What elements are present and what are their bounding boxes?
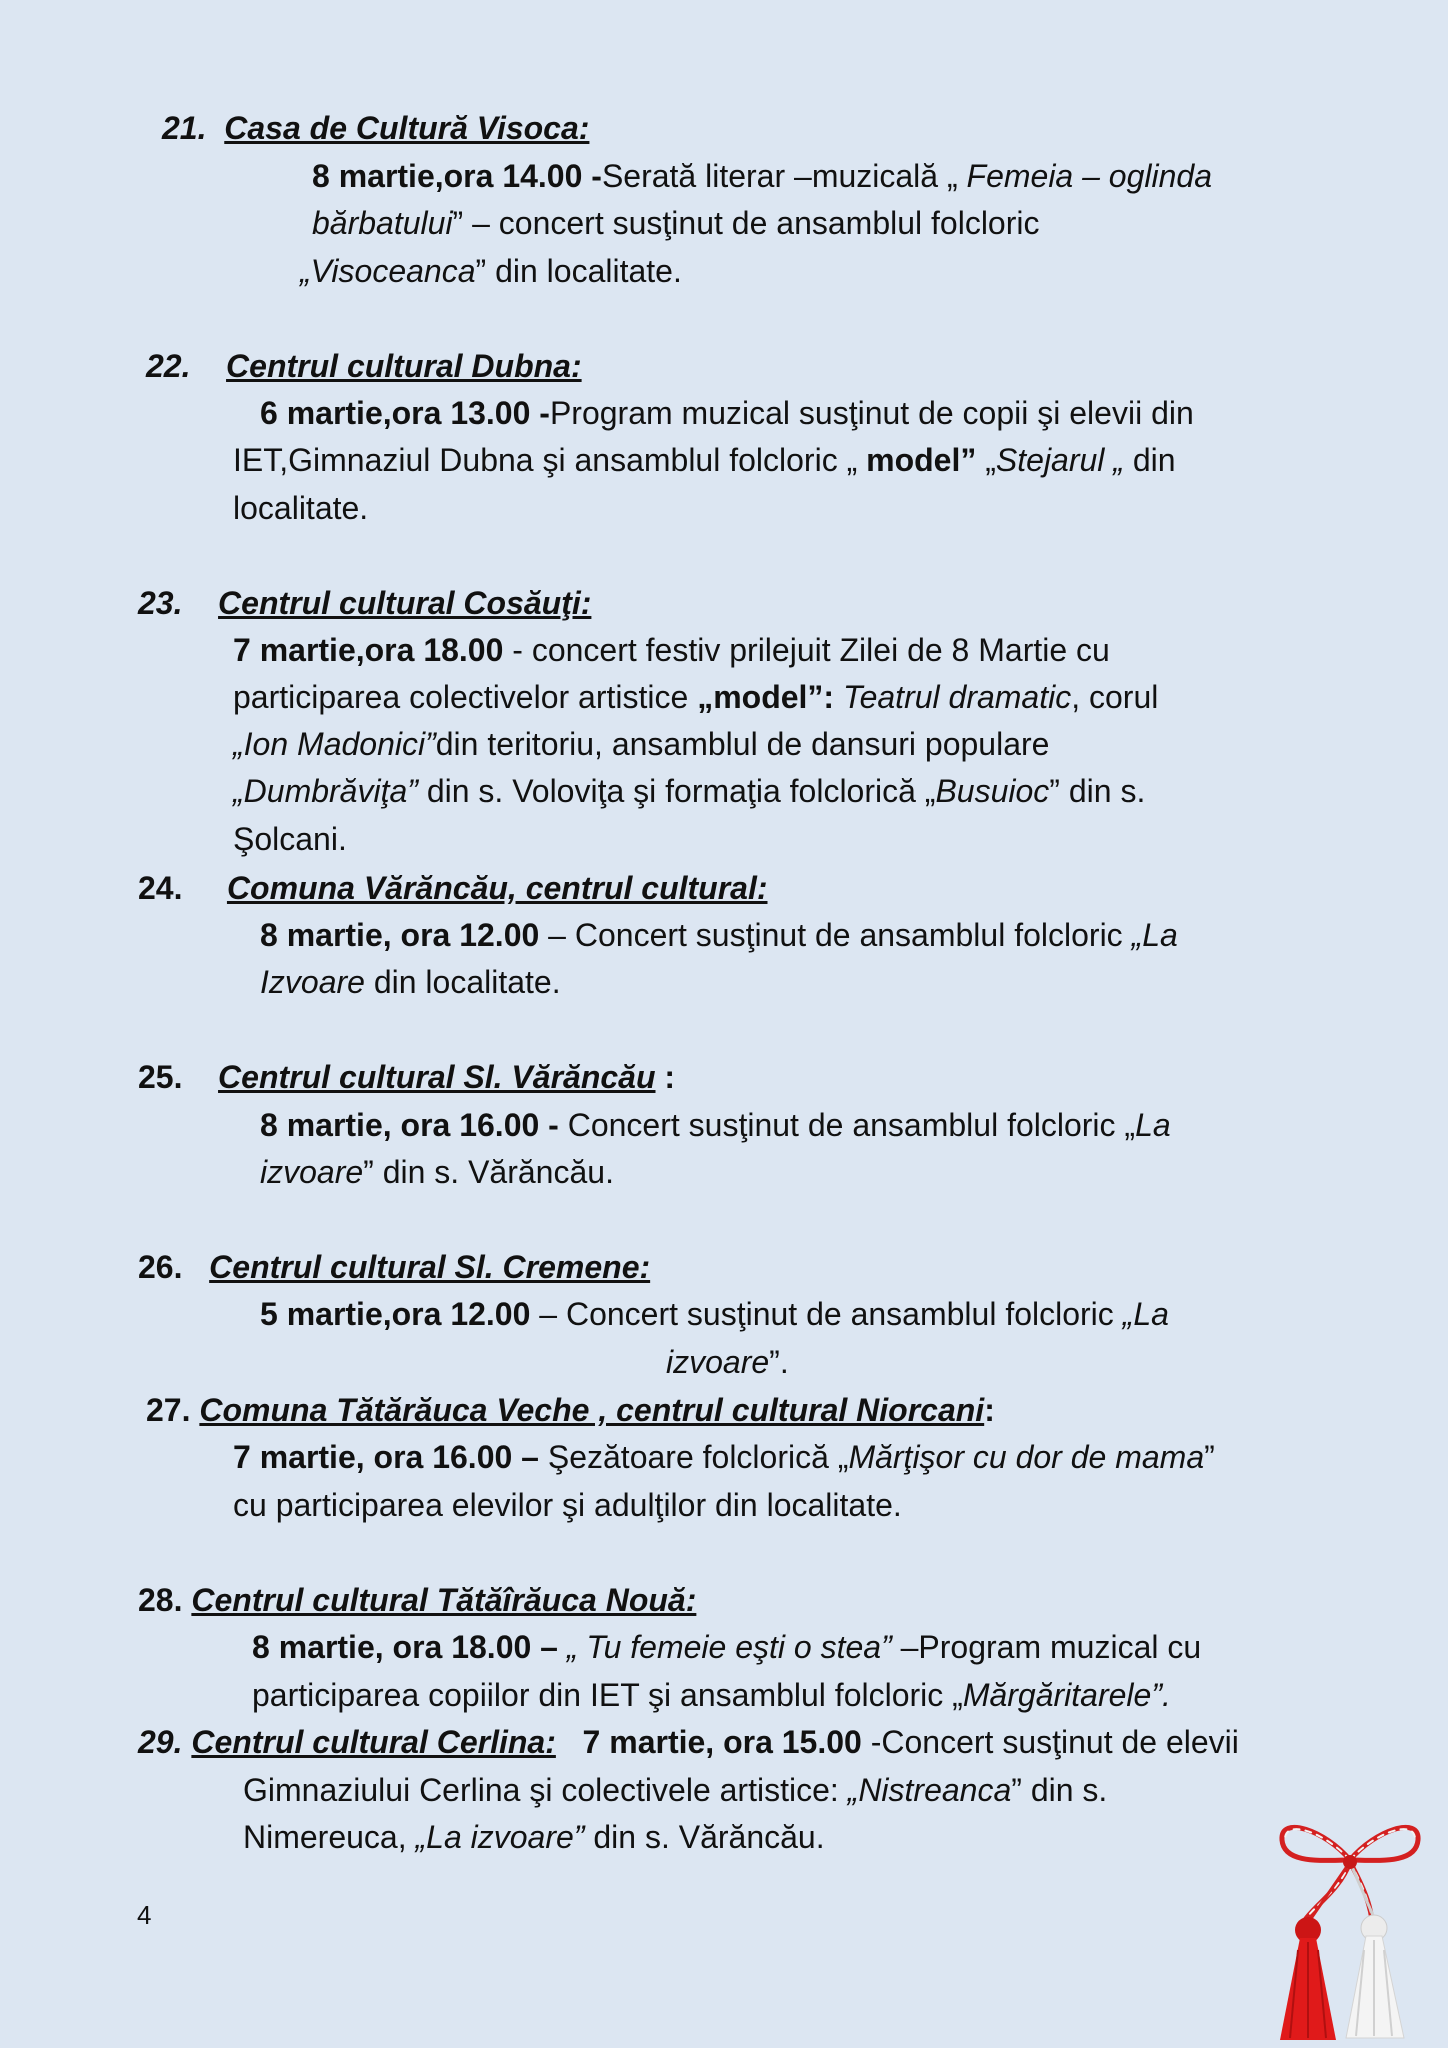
venue-title: Centrul cultural Dubna: bbox=[226, 348, 582, 384]
item-23-line-5: Şolcani. bbox=[233, 821, 347, 857]
item-29-line-2: Nimereuca, „La izvoare” din s. Vărăncău. bbox=[243, 1819, 825, 1855]
item-22-line-2: IET,Gimnaziul Dubna şi ansamblul folcloric „ model” „Stejarul „ din bbox=[233, 442, 1176, 478]
item-25-line-2: izvoare” din s. Vărăncău. bbox=[260, 1154, 614, 1190]
item-22-heading: 22. Centrul cultural Dubna: bbox=[146, 348, 582, 384]
item-24-line-1: 8 martie, ora 12.00 – Concert susţinut de ansamblul folcloric „La bbox=[260, 917, 1178, 953]
item-28-line-2: participarea copiilor din IET şi ansamblul folcloric „Mărgăritarele”. bbox=[252, 1677, 1171, 1713]
item-23-line-3: „Ion Madonici”din teritoriu, ansamblul de dansuri populare bbox=[233, 726, 1050, 762]
item-25-heading: 25. Centrul cultural Sl. Vărăncău : bbox=[138, 1059, 676, 1095]
item-21-line-3: „Visoceanca” din localitate. bbox=[300, 253, 682, 289]
item-26-heading: 26. Centrul cultural Sl. Cremene: bbox=[138, 1249, 651, 1285]
item-27-line-1: 7 martie, ora 16.00 – Şezătoare folclorică „Mărţişor cu dor de mama” bbox=[233, 1439, 1215, 1475]
item-23-line-4: „Dumbrăviţa” din s. Voloviţa şi formaţia folclorică „Busuioc” din s. bbox=[233, 773, 1146, 809]
martisor-icon bbox=[1270, 1810, 1430, 2045]
item-29-line-1: Gimnaziului Cerlina şi colectivele artistice: „Nistreanca” din s. bbox=[243, 1772, 1108, 1808]
venue-title: Centrul cultural Tătăîrăuca Nouă: bbox=[191, 1582, 697, 1618]
item-23-line-1: 7 martie,ora 18.00 - concert festiv prilejuit Zilei de 8 Martie cu bbox=[233, 632, 1110, 668]
venue-title: Centrul cultural Sl. Vărăncău bbox=[218, 1059, 656, 1095]
item-26-line-1: 5 martie,ora 12.00 – Concert susţinut de ansamblul folcloric „La bbox=[260, 1296, 1169, 1332]
item-22-line-3: localitate. bbox=[233, 490, 369, 526]
venue-title: Casa de Cultură Visoca: bbox=[224, 110, 590, 146]
venue-title: Comuna Tătărăuca Veche , centrul cultural Niorcani bbox=[199, 1392, 985, 1428]
item-26-line-2: izvoare”. bbox=[666, 1344, 789, 1380]
venue-title: Centrul cultural Sl. Cremene: bbox=[209, 1249, 651, 1285]
venue-title: Centrul cultural Cosăuţi: bbox=[218, 585, 592, 621]
item-25-line-1: 8 martie, ora 16.00 - Concert susţinut de ansamblul folcloric „La bbox=[260, 1107, 1171, 1143]
item-24-line-2: Izvoare din localitate. bbox=[260, 964, 561, 1000]
item-29-heading: 29. Centrul cultural Cerlina: 7 martie, ora 15.00 -Concert susţinut de elevii bbox=[138, 1724, 1239, 1760]
page-number: 4 bbox=[137, 1900, 152, 1930]
item-28-heading: 28. Centrul cultural Tătăîrăuca Nouă: bbox=[138, 1582, 697, 1618]
item-22-line-1: 6 martie,ora 13.00 -Program muzical susţinut de copii şi elevii din bbox=[260, 395, 1194, 431]
item-27-heading: 27. Comuna Tătărăuca Veche , centrul cultural Niorcani: bbox=[146, 1392, 995, 1428]
item-21-line-2: bărbatului” – concert susţinut de ansamblul folcloric bbox=[312, 205, 1040, 241]
item-23-heading: 23. Centrul cultural Cosăuţi: bbox=[138, 585, 592, 621]
item-21-line-1: 8 martie,ora 14.00 -Serată literar –muzicală „ Femeia – oglinda bbox=[312, 158, 1212, 194]
item-27-line-2: cu participarea elevilor şi adulţilor din localitate. bbox=[233, 1487, 902, 1523]
item-23-line-2: participarea colectivelor artistice „model”: Teatrul dramatic, corul bbox=[233, 679, 1159, 715]
venue-title: Centrul cultural Cerlina: bbox=[191, 1724, 556, 1760]
item-28-line-1: 8 martie, ora 18.00 – „ Tu femeie eşti o stea” –Program muzical cu bbox=[252, 1629, 1202, 1665]
venue-title: Comuna Vărăncău, centrul cultural: bbox=[226, 870, 768, 906]
item-21-heading: 21. Casa de Cultură Visoca: bbox=[162, 110, 590, 146]
item-24-heading: 24. Comuna Vărăncău, centrul cultural: bbox=[138, 870, 768, 906]
